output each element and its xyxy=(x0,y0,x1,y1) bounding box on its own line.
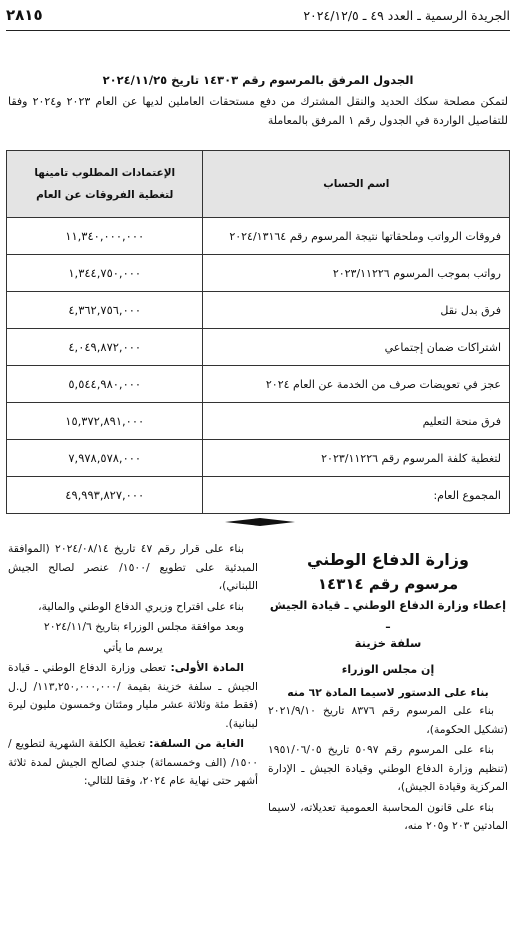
decree-subject-1: إعطاء وزارة الدفاع الوطني ـ قيادة الجيش ـ xyxy=(269,598,507,631)
header-amount-line2: لتغطية الفروقات عن العام xyxy=(36,189,174,201)
section-divider-icon xyxy=(225,518,295,526)
row-amount: ١٥,٣٧٢,٨٩١,٠٠٠ xyxy=(7,403,203,440)
table-row xyxy=(7,440,510,477)
right-para: بناء على المرسوم رقم ٥٠٩٧ تاريخ ١٩٥١/٠٦/٠٥ (تنظيم وزارة الدفاع الوطني وقيادة الجيش ـ الإدارة المركزية وقيادة الجيش)، xyxy=(268,743,508,793)
row-amount: ٤٩,٩٩٣,٨٢٧,٠٠٠ xyxy=(7,477,203,514)
annex-title: الجدول المرفق بالمرسوم رقم ١٤٣٠٣ تاريخ ٢٠٢٤/١١/٢٥ xyxy=(102,73,414,87)
table-row xyxy=(7,477,510,514)
annex-intro: لتمكن مصلحة سكك الحديد والنقل المشترك من دفع مستحقات العاملين لديها عن العام ٢٠٢٣ و٢٠٢٤ وفقا للتفاصيل الواردة في الجدول رقم ١ المرفق بالمعاملة xyxy=(8,95,508,127)
row-account: رواتب بموجب المرسوم ٢٠٢٣/١١٢٢٦ xyxy=(203,255,510,292)
row-amount: ٤,٠٤٩,٨٧٢,٠٠٠ xyxy=(7,329,203,366)
row-amount: ١,٣٤٤,٧٥٠,٠٠٠ xyxy=(7,255,203,292)
left-para: وبعد موافقة مجلس الوزراء بتاريخ ٢٠٢٤/١١/٦ xyxy=(43,620,244,633)
table-header-row xyxy=(7,151,510,218)
constitution-line: بناء على الدستور لاسيما المادة ٦٢ منه xyxy=(287,685,489,699)
purpose-label: الغاية من السلفة: xyxy=(149,737,244,750)
gazette-issue: الجريدة الرسمية ـ العدد ٤٩ ـ ٢٠٢٤/١٢/٥ xyxy=(303,8,510,23)
article-1-label: المادة الأولى: xyxy=(170,661,244,674)
decree-number: مرسوم رقم ١٤٣١٤ xyxy=(317,575,459,593)
council-line: إن مجلس الوزراء xyxy=(341,663,435,676)
purpose-text: تغطية الكلفة الشهرية لتطويع /١٥٠٠/ (الف وخمسمائة) جندي لصالح الجيش لمدة ثلاثة أشهر حتى نهاية عام ٢٠٢٤، وفقا للتالي: xyxy=(8,737,258,787)
purpose xyxy=(8,735,258,791)
row-amount: ٤,٣٦٢,٧٥٦,٠٠٠ xyxy=(7,292,203,329)
row-account: فروقات الرواتب وملحقاتها نتيجة المرسوم رقم ٢٠٢٤/١٣١٦٤ xyxy=(203,218,510,255)
page-header xyxy=(6,4,510,31)
header-account xyxy=(203,151,510,218)
decree-subject-2: سلفة خزينة xyxy=(354,636,422,650)
left-para: بناء على اقتراح وزيري الدفاع الوطني والمالية، xyxy=(38,599,244,613)
table-row xyxy=(7,403,510,440)
row-account: فرق بدل نقل xyxy=(203,292,510,329)
article-1-text: تعطى وزارة الدفاع الوطني ـ قيادة الجيش ـ سلفة خزينة بقيمة /١١٣,٢٥٠,٠٠٠,٠٠٠/ ل.ل (فقط مئة وثلاثة عشر مليار ومئتان وخمسون مليون ليرة لبنانية). xyxy=(8,661,258,730)
table-row xyxy=(7,292,510,329)
page-number: ٢٨١٥ xyxy=(6,6,43,24)
row-account: اشتراكات ضمان إجتماعي xyxy=(203,329,510,366)
row-account: المجموع العام: xyxy=(203,477,510,514)
header-amount xyxy=(7,151,203,218)
row-account: فرق منحة التعليم xyxy=(203,403,510,440)
table-row xyxy=(7,366,510,403)
right-para: بناء على المرسوم رقم ٨٣٧٦ تاريخ ٢٠٢١/٩/١٠ (تشكيل الحكومة)، xyxy=(268,704,508,736)
article-1 xyxy=(8,659,258,733)
row-amount: ٧,٩٧٨,٥٧٨,٠٠٠ xyxy=(7,440,203,477)
right-para: بناء على قانون المحاسبة العمومية تعديلاته، لاسيما المادتين ٢٠٣ و٢٠٥ منه، xyxy=(268,800,508,832)
decrees-line: يرسم ما يأتي xyxy=(103,640,163,654)
row-amount: ٥,٥٤٤,٩٨٠,٠٠٠ xyxy=(7,366,203,403)
table-row xyxy=(7,329,510,366)
left-para: بناء على قرار رقم ٤٧ تاريخ ٢٠٢٤/٠٨/١٤ (الموافقة المبدئية على تطويع /١٥٠٠/ عنصر لصالح الجيش اللبناني)، xyxy=(8,542,259,592)
header-amount-line1: الإعتمادات المطلوب تامينها xyxy=(34,167,176,179)
decree-left-column xyxy=(8,540,258,793)
ministry-title: وزارة الدفاع الوطني xyxy=(307,550,469,569)
annex-table xyxy=(6,150,510,514)
decree-right-column xyxy=(268,540,508,838)
table-row xyxy=(7,218,510,255)
table-row xyxy=(7,255,510,292)
row-amount: ١١,٣٤٠,٠٠٠,٠٠٠ xyxy=(7,218,203,255)
row-account: لتغطية كلفة المرسوم رقم ٢٠٢٣/١١٢٢٦ xyxy=(203,440,510,477)
header-account-label: اسم الحساب xyxy=(323,178,390,190)
row-account: عجز في تعويضات صرف من الخدمة عن العام ٢٠٢٤ xyxy=(203,366,510,403)
